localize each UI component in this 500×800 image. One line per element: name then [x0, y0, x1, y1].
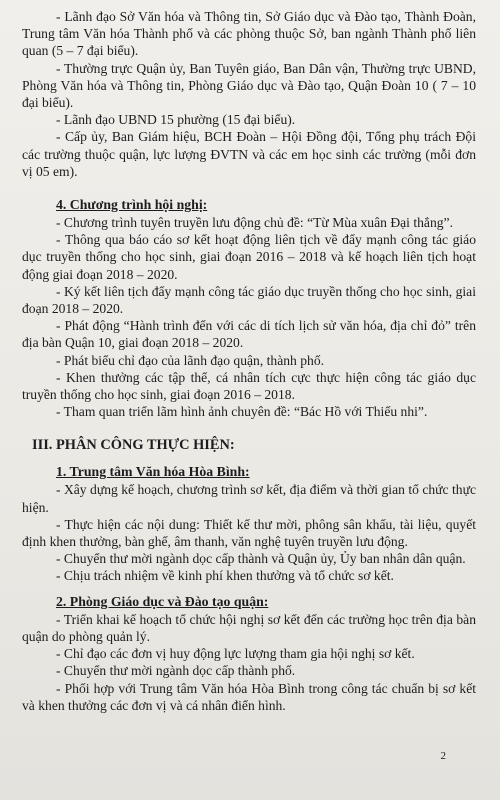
spacer: [22, 420, 476, 428]
education-dept-heading: 2. Phòng Giáo dục và Đào tạo quận:: [56, 593, 269, 609]
culture-task: - Xây dựng kế hoạch, chương trình sơ kết, địa điểm và thời gian tổ chức thực hiện.: [22, 482, 476, 515]
education-task: - Triển khai kế hoạch tổ chức hội nghị sơ kết đến các trường học trên địa bàn quận do phòng quản lý.: [22, 611, 476, 644]
section-heading: III. PHÂN CÔNG THỰC HIỆN:: [32, 437, 235, 454]
program-item: - Thông qua báo cáo sơ kết hoạt động liên tịch về đẩy mạnh công tác giáo dục truyền thống cho học sinh, giai đoạn 2016 – 2018 và kế hoạch liên tịch hoạt động giai đoạn 2018 – 2020.: [22, 232, 476, 282]
spacer: [22, 428, 476, 436]
spacer: [22, 188, 476, 196]
program-heading: 4. Chương trình hội nghị:: [56, 197, 208, 213]
program-item: - Phát động “Hành trình đến với các di tích lịch sử văn hóa, địa chỉ đỏ” trên địa bàn Quận 10, giai đoạn 2018 – 2020.: [22, 318, 476, 351]
culture-center-heading: 1. Trung tâm Văn hóa Hòa Bình:: [56, 464, 250, 480]
paragraph-school-delegates: - Cấp ủy, Ban Giám hiệu, BCH Đoàn – Hội Đồng đội, Tổng phụ trách Đội các trường thuộc quận, lực lượng ĐVTN và các em học sinh các trường (mỗi đơn vị 05 em).: [22, 129, 476, 179]
page-number: 2: [440, 750, 446, 762]
program-item: - Chương trình tuyên truyền lưu động chủ đề: “Từ Mùa xuân Đại thắng”.: [56, 215, 453, 231]
spacer: [22, 585, 476, 593]
program-item: - Khen thưởng các tập thể, cá nhân tích cực thực hiện công tác giáo dục truyền thống cho học sinh, giai đoạn 2016 – 2018.: [22, 369, 476, 403]
education-task: - Chuyển thư mời ngành dọc cấp thành phố.: [56, 663, 296, 679]
spacer: [22, 180, 476, 188]
culture-task: - Thực hiện các nội dung: Thiết kế thư mời, phông sân khấu, tài liệu, quyết định khen thưởng, bàn ghế, âm thanh, văn nghệ tuyên truyền lưu động.: [22, 516, 476, 550]
paragraph-ward-leaders: - Lãnh đạo UBND 15 phường (15 đại biểu).: [56, 112, 296, 128]
education-task: - Phối hợp với Trung tâm Văn hóa Hòa Bình trong công tác chuẩn bị sơ kết và khen thưởng các đơn vị và cá nhân điển hình.: [22, 680, 476, 713]
spacer: [22, 455, 476, 463]
culture-task: - Chịu trách nhiệm về kinh phí khen thưởng và tổ chức sơ kết.: [56, 568, 394, 584]
program-item: - Ký kết liên tịch đẩy mạnh công tác giáo dục truyền thống cho học sinh, giai đoạn 2018 – 2020.: [22, 283, 476, 317]
education-task: - Chỉ đạo các đơn vị huy động lực lượng tham gia hội nghị sơ kết.: [56, 646, 415, 662]
culture-task: - Chuyển thư mời ngành dọc cấp thành và Quận ủy, Ủy ban nhân dân quận.: [56, 551, 466, 567]
paragraph-city-leaders: - Lãnh đạo Sở Văn hóa và Thông tin, Sở Giáo dục và Đào tạo, Thành Đoàn, Trung tâm Văn hóa Thành phố và các phòng thuộc Sở, ban ngành Thành phố liên quan (5 – 7 đại biểu).: [22, 9, 476, 59]
paragraph-district-standing: - Thường trực Quận ủy, Ban Tuyên giáo, Ban Dân vận, Thường trực UBND, Phòng Văn hóa và Thông tin, Phòng Giáo dục và Đào tạo, Quận Đoàn 10 ( 7 – 10 đại biểu).: [22, 60, 476, 111]
program-item: - Tham quan triển lãm hình ảnh chuyên đề: “Bác Hồ với Thiếu nhi”.: [56, 404, 428, 420]
program-item: - Phát biểu chỉ đạo của lãnh đạo quận, thành phố.: [56, 352, 325, 368]
